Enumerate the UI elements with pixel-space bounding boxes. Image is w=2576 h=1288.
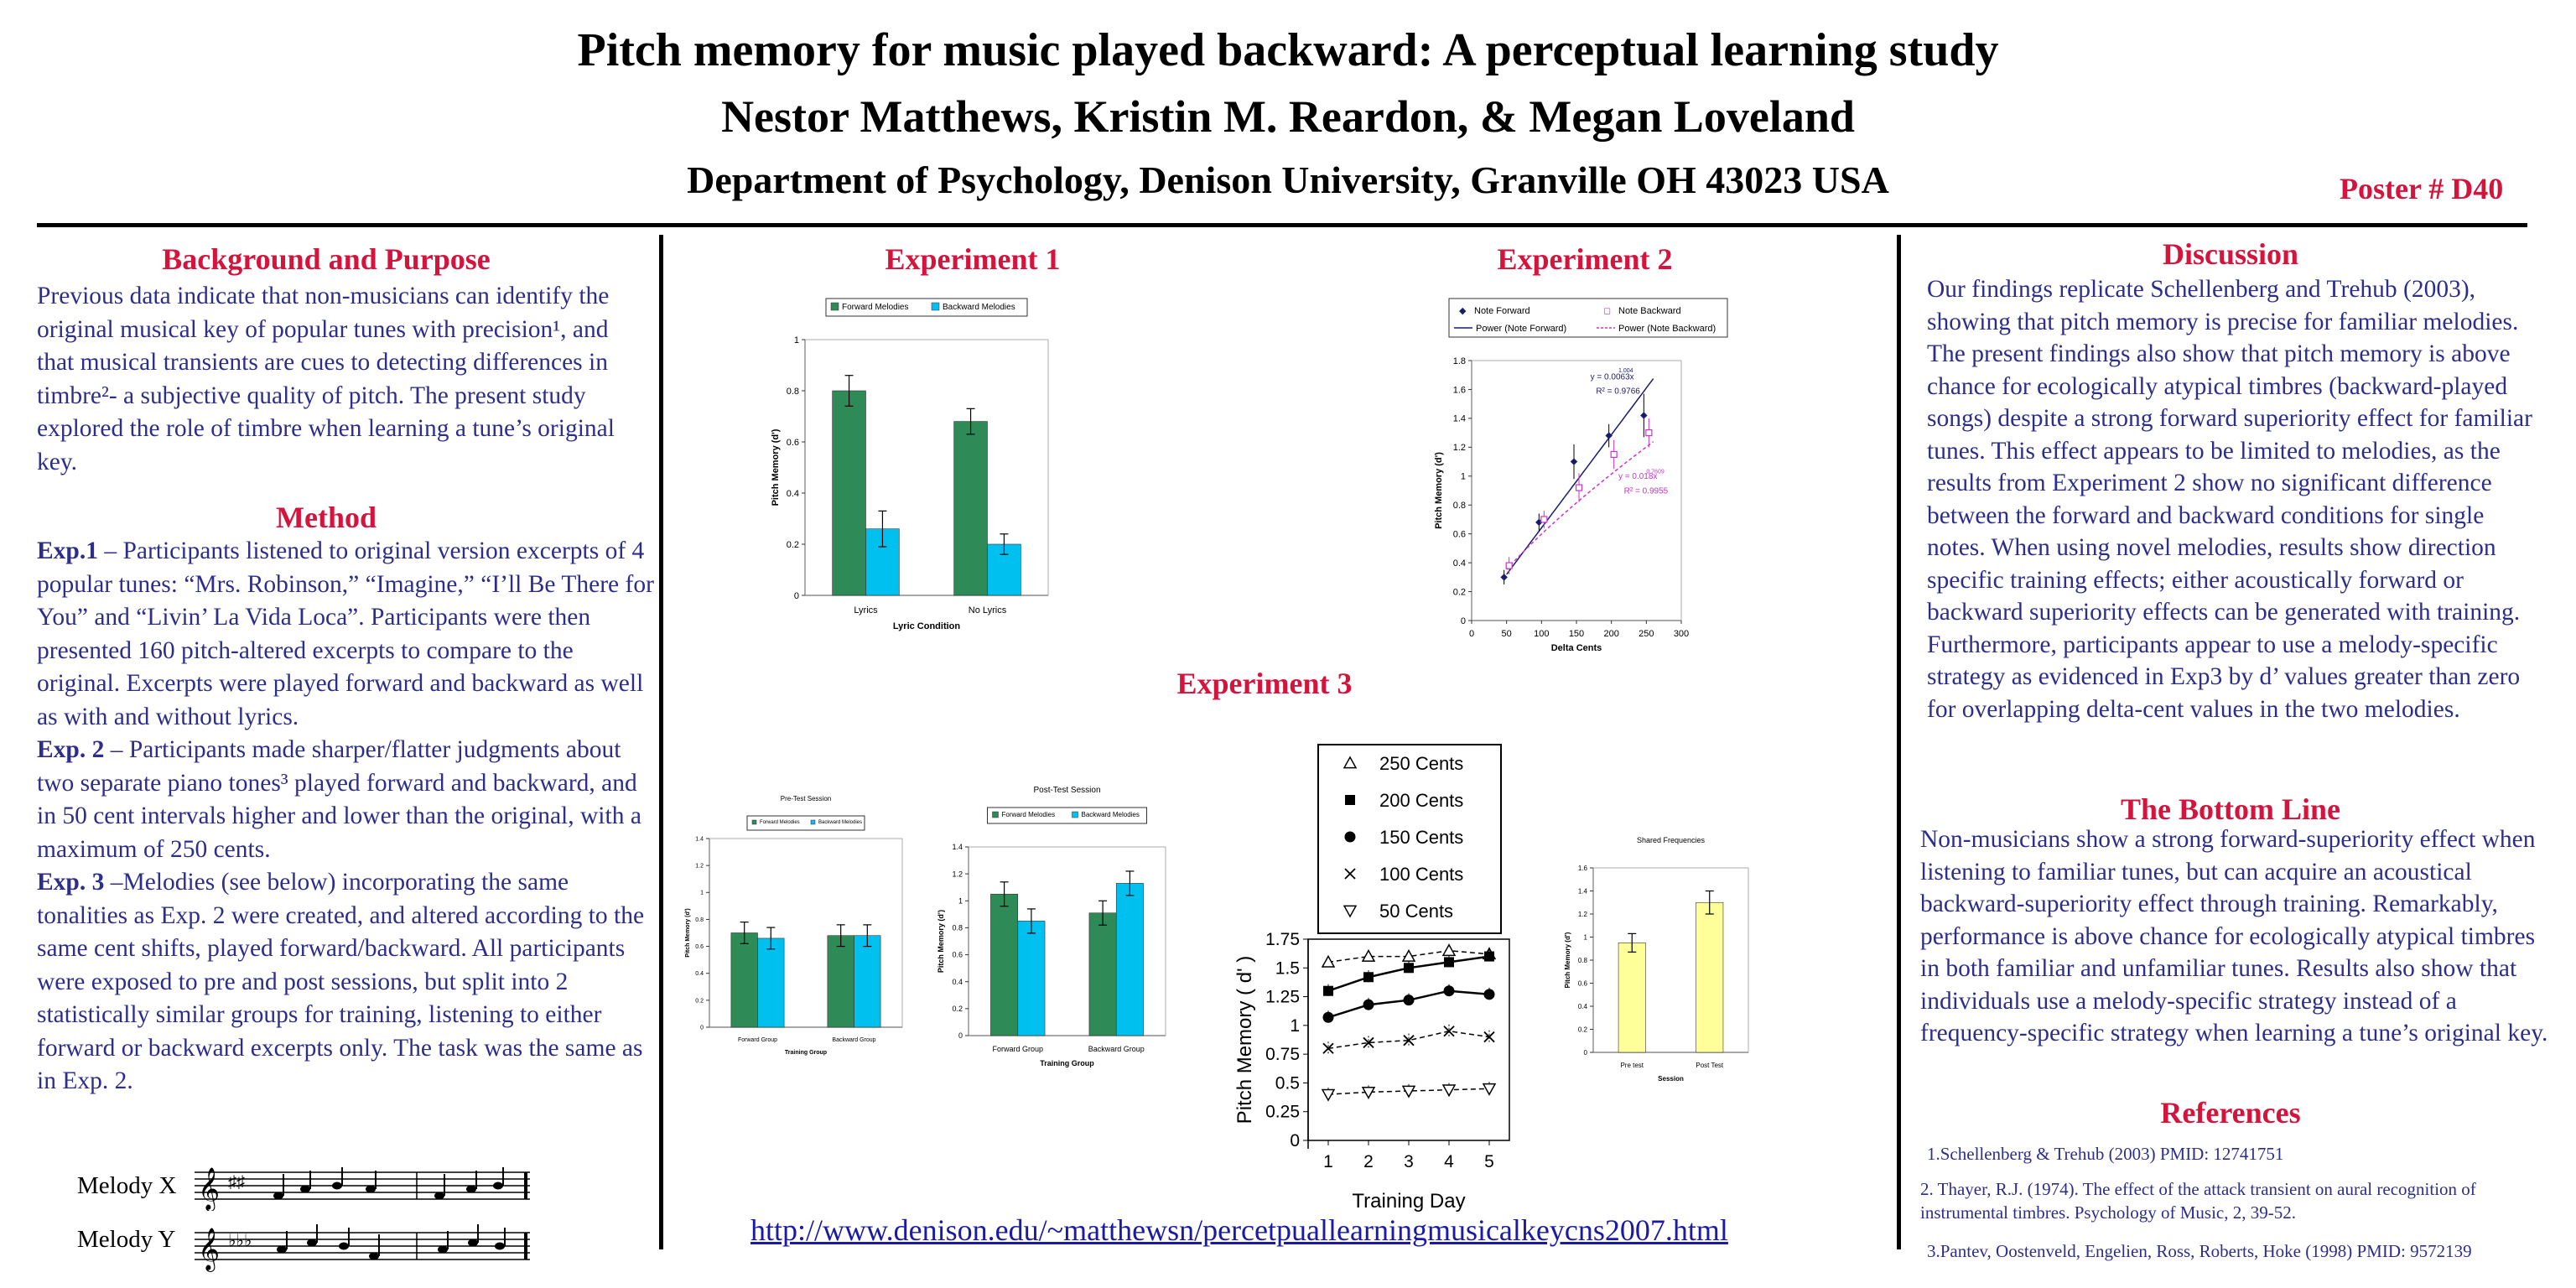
x-tick-label: Lyrics [854,605,878,615]
experiment-3-shared-frequencies-chart [1560,826,1761,1086]
bar [854,936,881,1027]
legend-marker-forward: ◆ [1459,306,1467,316]
exp3-text: –Melodies (see below) incorporating the same tonalities as Exp. 2 were created, and altered according to the same cent shifts, played forward/backward. All participants were exposed to pre and post sessions, but split into 2 statistically similar groups for training, listening to either forward or backward excerpts only. The task was the same as in Exp. 2. [37,869,645,1094]
x-axis-label: Delta Cents [1550,643,1602,653]
data-point-forward [1571,458,1577,465]
data-point [1484,989,1495,1000]
y-tick-label: 0.8 [952,923,963,932]
data-point [1483,1084,1495,1095]
legend-swatch [831,303,839,310]
data-point-backward [1506,563,1512,569]
melody-y-staff [195,1221,530,1275]
y-tick-label: 0.2 [952,1005,963,1014]
poster-url-link[interactable]: http://www.denison.edu/~matthewsn/percetpuallearningmusicalkeycns2007.html [750,1213,1728,1247]
y-tick-label: 1.2 [1577,910,1587,918]
bar [1696,902,1723,1052]
legend-label: Note Forward [1474,306,1530,316]
exp3-label: Exp. 3 [37,869,105,896]
exp1-text: – Participants listened to original version excerpts of 4 popular tunes: “Mrs. Robinson,” “Imagine,” “I’ll Be There for You” and “Livin’ La Vida Loca”. Participants were then presented 160 pitch-altered excerpts to compare to the original. Excerpts were played forward and backward as well as with and without lyrics. [37,538,654,730]
y-tick-label: 1 [1583,933,1587,942]
bar [758,938,785,1027]
y-tick-label: 0.25 [1265,1102,1300,1122]
fit-equation-forward: y = 0.0063x [1590,372,1634,382]
discussion-text [1927,273,2547,725]
legend-label: Power (Note Forward) [1476,324,1567,334]
y-tick-label: 0.8 [786,386,799,397]
x-axis-label: Lyric Condition [892,621,961,631]
x-tick-label: Backward Group [1088,1045,1145,1053]
y-tick-label: 0 [1460,615,1466,626]
y-axis-label: Pitch Memory (d') [685,908,691,958]
data-point [1444,957,1454,967]
data-point [1404,963,1414,973]
x-tick-label: 50 [1501,629,1512,639]
data-point [1323,986,1333,996]
bar [990,894,1017,1036]
bottom-line-text [1920,823,2549,1050]
legend-swatch [811,820,815,824]
svg-text:𝄞: 𝄞 [198,1168,221,1209]
fit-r2-forward: R² = 0.9766 [1596,387,1640,397]
x-tick-label: 0 [1468,629,1475,639]
background-text [37,280,649,479]
experiment-3-posttest-chart [931,776,1182,1069]
y-tick-label: 0.6 [695,944,704,951]
y-tick-label: 1.4 [695,836,704,843]
x-tick-label: 100 [1534,629,1550,639]
chart-title: Post-Test Session [1033,786,1101,795]
x-axis-label: Training Group [784,1050,828,1056]
poster-title: Pitch memory for music played backward: A perceptual learning study [577,24,1999,76]
bar [1116,883,1143,1036]
x-tick-label: 250 [1639,629,1654,639]
reference-2: 2. Thayer, R.J. (1974). The effect of the attack transient on aural recognition of instrumental timbres. Psychology of Music, 2, 39-52. [1920,1179,2476,1223]
x-tick-label: 4 [1444,1152,1454,1171]
y-tick-label: 0 [700,1025,704,1031]
experiment-3-title: Experiment 3 [1176,667,1353,700]
method-title: Method [276,501,377,534]
experiment-3-training-chart [1224,738,1535,1216]
x-tick-label: 300 [1673,629,1690,639]
x-tick-label: 3 [1404,1152,1414,1171]
data-point [1443,945,1455,956]
y-tick-label: 0.2 [1452,587,1466,598]
y-tick-label: 0.6 [1577,979,1587,988]
bar [833,391,866,595]
y-tick-label: 0 [958,1031,963,1041]
poster-authors: Nestor Matthews, Kristin M. Reardon, & Megan Loveland [721,91,1855,142]
svg-text:𝄞: 𝄞 [198,1228,221,1270]
bar [1018,921,1045,1036]
y-tick-label: 0.8 [1452,501,1466,512]
x-axis-label: Training Group [1040,1059,1094,1067]
svg-text:♭♭♭: ♭♭♭ [228,1232,252,1250]
fit-exponent-backward: 0.7609 [1646,469,1665,475]
x-tick-label: 150 [1568,629,1585,639]
poster-affiliation: Department of Psychology, Denison University, Granville OH 43023 USA [687,158,1889,201]
data-point-forward [1500,574,1507,580]
y-axis-label: Pitch Memory ( d' ) [1233,955,1256,1124]
column-divider-right [1897,235,1901,1249]
bar [828,936,854,1027]
discussion-paragraph: Our findings replicate Schellenberg and Trehub (2003), showing that pitch memory is precise for familiar melodies. The present findings also show that pitch memory is above chance for ecologically atypical timbres (backward-played songs) despite a strong forward superiority effect for familiar tunes. This effect appears to be limited to melodies, as the results from Experiment 2 show no significant difference between the forward and backward conditions for single notes. When using novel melodies, results show direction specific training effects; either acoustically forward or backward superiority effects can be generated with training. Furthermore, participants appear to use a melody-specific strategy as evidenced in Exp3 by d’ values greater than zero for overlapping delta-cent values in the two melodies. [1927,276,2532,723]
y-tick-label: 1.4 [1577,887,1587,896]
y-tick-label: 1.25 [1265,987,1300,1007]
y-tick-label: 1.2 [952,870,963,879]
x-tick-label: Forward Group [737,1037,778,1043]
fit-equation-backward: y = 0.018x [1618,472,1658,482]
fit-exponent-forward: 1.004 [1618,367,1633,374]
legend-marker [1345,795,1355,805]
bar [1618,943,1645,1052]
y-tick-label: 1.75 [1265,930,1300,949]
x-axis-label: Training Day [1352,1190,1466,1213]
exp1-label: Exp.1 [37,538,98,564]
y-tick-label: 0.4 [1452,558,1466,569]
references-title: References [2160,1096,2301,1130]
y-axis-label: Pitch Memory (d') [771,428,781,506]
y-tick-label: 1.2 [1452,443,1466,454]
discussion-title: Discussion [2162,237,2299,271]
y-tick-label: 0.75 [1265,1045,1300,1065]
header-divider [37,223,2527,227]
exp1-paragraph [37,535,657,734]
y-tick-label: 0.8 [1577,956,1587,964]
data-point-forward [1605,432,1612,439]
legend-label: Forward Melodies [1001,811,1056,818]
legend-label: 200 Cents [1379,790,1464,811]
y-axis-label: Pitch Memory (d') [1564,932,1571,989]
legend-label: Power (Note Backward) [1618,324,1716,334]
bar [731,933,758,1028]
legend-label: 250 Cents [1379,753,1464,774]
y-tick-label: 0 [1290,1131,1300,1150]
data-point [1443,1085,1455,1096]
data-point-forward [1640,412,1647,418]
background-title: Background and Purpose [162,242,491,276]
data-point [1363,972,1374,982]
legend-label: 50 Cents [1379,901,1454,922]
y-tick-label: 0.2 [786,539,799,550]
exp2-text: – Participants made sharper/flatter judgments about two separate piano tones³ played forward and backward, and in 50 cent intervals higher and lower than the original, with a maximum of 250 cents. [37,736,641,863]
fit-r2-backward: R² = 0.9955 [1623,486,1669,496]
x-tick-label: 5 [1484,1152,1494,1171]
y-tick-label: 0.4 [1577,1002,1587,1010]
y-tick-label: 0 [793,590,799,601]
x-tick-label: Pre test [1620,1062,1644,1069]
column-divider-left [659,235,663,1249]
y-axis-label: Pitch Memory (d') [937,909,945,974]
legend-swatch [993,812,999,818]
y-tick-label: 1.2 [695,863,704,870]
legend-swatch [1072,812,1078,818]
legend-label: Backward Melodies [1081,811,1140,818]
y-tick-label: 1.8 [1452,356,1466,366]
legend-label: Backward Melodies [818,820,863,825]
data-point-backward [1611,451,1617,457]
legend-marker [1345,832,1356,843]
y-tick-label: 1 [1460,471,1466,482]
y-tick-label: 1.5 [1275,958,1300,979]
x-tick-label: No Lyrics [968,605,1007,615]
data-point [1444,985,1455,996]
plot-frame [1593,868,1748,1052]
y-tick-label: 0.2 [1577,1026,1587,1034]
y-tick-label: 0.8 [695,917,704,923]
legend-label: Forward Melodies [842,303,909,312]
power-fit-line [1507,442,1654,570]
y-tick-label: 1.4 [1452,413,1466,424]
x-tick-label: 1 [1323,1152,1333,1171]
data-point [1323,1012,1334,1023]
method-text [37,535,657,1098]
legend-label: 150 Cents [1379,827,1464,848]
melody-x-label: Melody X [77,1172,177,1199]
legend-swatch [752,820,756,824]
y-tick-label: 0.5 [1275,1073,1300,1093]
experiment-3-pretest-chart [684,784,911,1061]
y-tick-label: 1 [958,896,963,906]
x-tick-label: 200 [1603,629,1619,639]
data-point [1363,1000,1374,1010]
experiment-2-chart [1426,293,1736,654]
experiment-1-title: Experiment 1 [885,242,1061,276]
reference-1: 1.Schellenberg & Trehub (2003) PMID: 12741751 [1927,1144,2284,1164]
bar [954,422,988,595]
y-tick-label: 1.4 [952,843,963,852]
x-axis-label: Session [1658,1075,1684,1083]
background-paragraph: Previous data indicate that non-musicians can identify the original musical key of popular tunes with precision¹, and that musical transients are cues to detecting differences in timbre²- a subjective quality of pitch. The present study explored the role of timbre when learning a tune’s original key. [37,283,615,475]
melody-x-staff [195,1164,530,1211]
experiment-2-title: Experiment 2 [1497,242,1673,276]
x-tick-label: Post Test [1696,1062,1724,1069]
chart-title: Shared Frequencies [1636,836,1706,844]
y-tick-label: 1.6 [1452,385,1466,396]
y-tick-label: 1 [793,335,799,345]
data-point [1322,1090,1334,1101]
y-axis-label: Pitch Memory (d') [1434,452,1444,529]
x-tick-label: Backward Group [832,1037,876,1043]
exp2-paragraph [37,734,657,866]
poster-number: Poster # D40 [2340,172,2504,205]
y-tick-label: 0 [1583,1048,1587,1057]
y-tick-label: 0.4 [952,977,963,986]
y-tick-label: 0.6 [1452,529,1466,540]
y-tick-label: 1 [1290,1015,1300,1036]
x-tick-label: Forward Group [992,1045,1044,1053]
bottom-line-title: The Bottom Line [2120,792,2340,826]
data-point-backward [1576,485,1582,491]
y-tick-label: 0.6 [786,437,799,448]
legend-label: 100 Cents [1379,864,1464,885]
data-point [1484,952,1494,962]
data-point-backward [1646,430,1652,436]
legend-label: Forward Melodies [760,820,800,825]
y-tick-label: 1.6 [1577,864,1587,872]
exp2-label: Exp. 2 [37,736,105,763]
y-tick-label: 0.4 [786,488,799,499]
y-tick-label: 0.4 [695,971,704,978]
data-point-backward [1541,517,1547,522]
melody-y-label: Melody Y [77,1226,176,1253]
reference-3: 3.Pantev, Oostenveld, Engelien, Ross, Roberts, Hoke (1998) PMID: 9572139 [1927,1241,2472,1261]
x-tick-label: 2 [1363,1152,1374,1171]
legend-label: Backward Melodies [943,303,1015,312]
legend-marker-backward: ◻ [1603,306,1612,316]
bar [1089,913,1116,1036]
legend-swatch [932,303,939,310]
legend-label: Note Backward [1618,306,1681,316]
svg-text:♯♯: ♯♯ [228,1173,245,1192]
experiment-1-chart [763,293,1098,654]
chart-title: Pre-Test Session [780,795,832,802]
y-tick-label: 1 [700,890,704,896]
exp3-paragraph [37,866,657,1098]
y-tick-label: 0.6 [952,950,963,959]
data-point [1404,995,1415,1005]
y-tick-label: 0.2 [695,998,704,1005]
bottom-line-paragraph: Non-musicians show a strong forward-superiority effect when listening to familiar tunes, but can acquire an acoustical backward-superiority effect through training. Remarkably, performance is above chance for ecologically atypical timbres in both familiar and unfamiliar tunes. Results also show that individuals use a melody-specific strategy instead of a frequency-specific strategy when learning a tune’s original key. [1920,826,2548,1046]
